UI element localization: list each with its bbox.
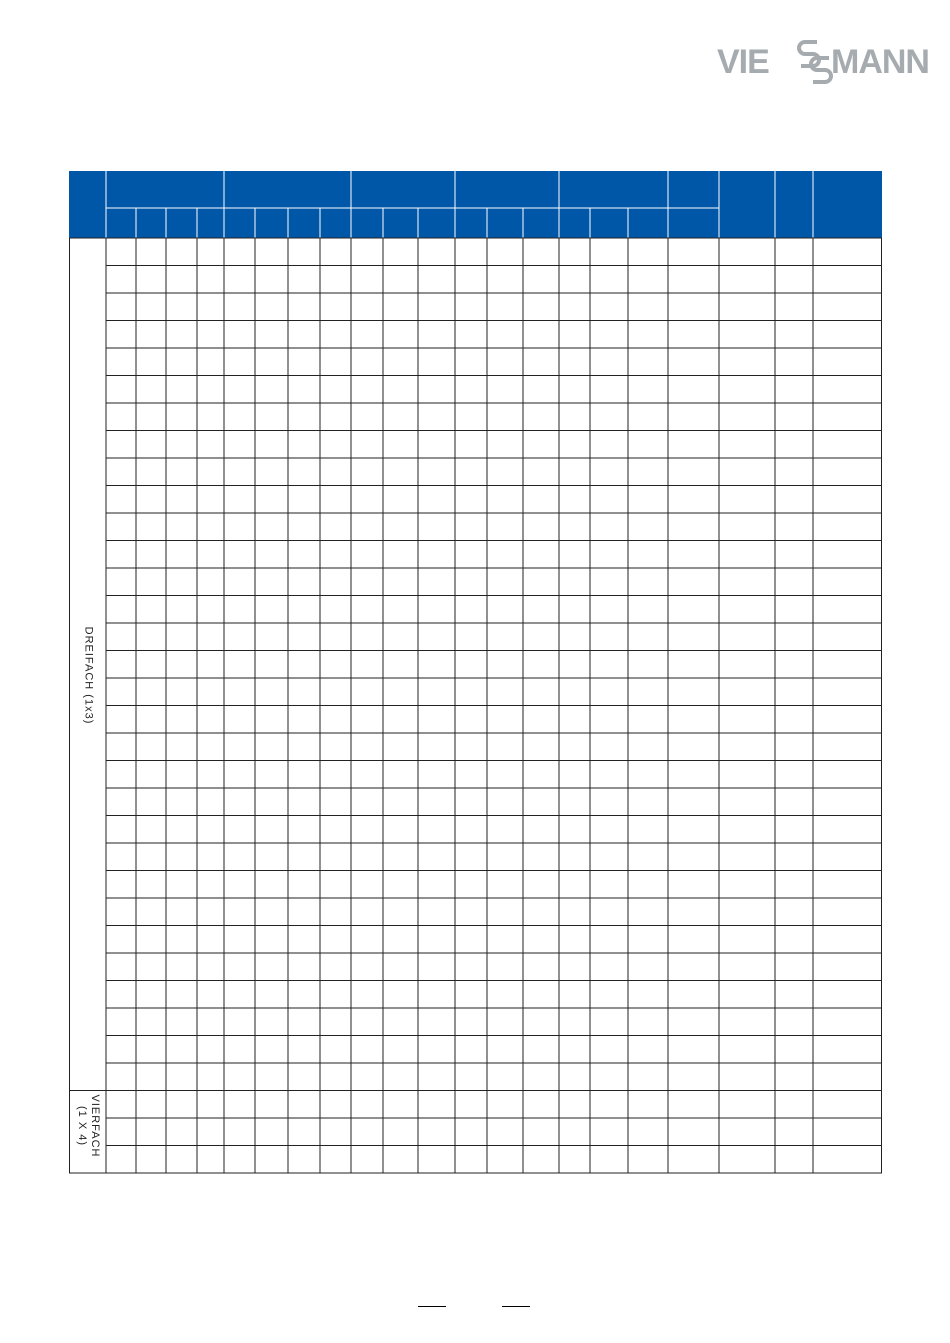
- table-header: [69, 171, 882, 238]
- svg-text:VIE: VIE: [717, 43, 769, 81]
- vierfach-label-line-1: VIERFACH: [89, 1094, 101, 1158]
- svg-text:MANN: MANN: [831, 43, 929, 81]
- row-group-label-vierfach: [75, 1093, 101, 1159]
- row-group-label-dreifach: DREIFACH (1x3): [82, 626, 95, 725]
- footer-underline-right: [502, 1306, 530, 1307]
- footer-underline-left: [418, 1306, 446, 1307]
- vierfach-label-line-2: (1 X 4): [76, 1105, 88, 1146]
